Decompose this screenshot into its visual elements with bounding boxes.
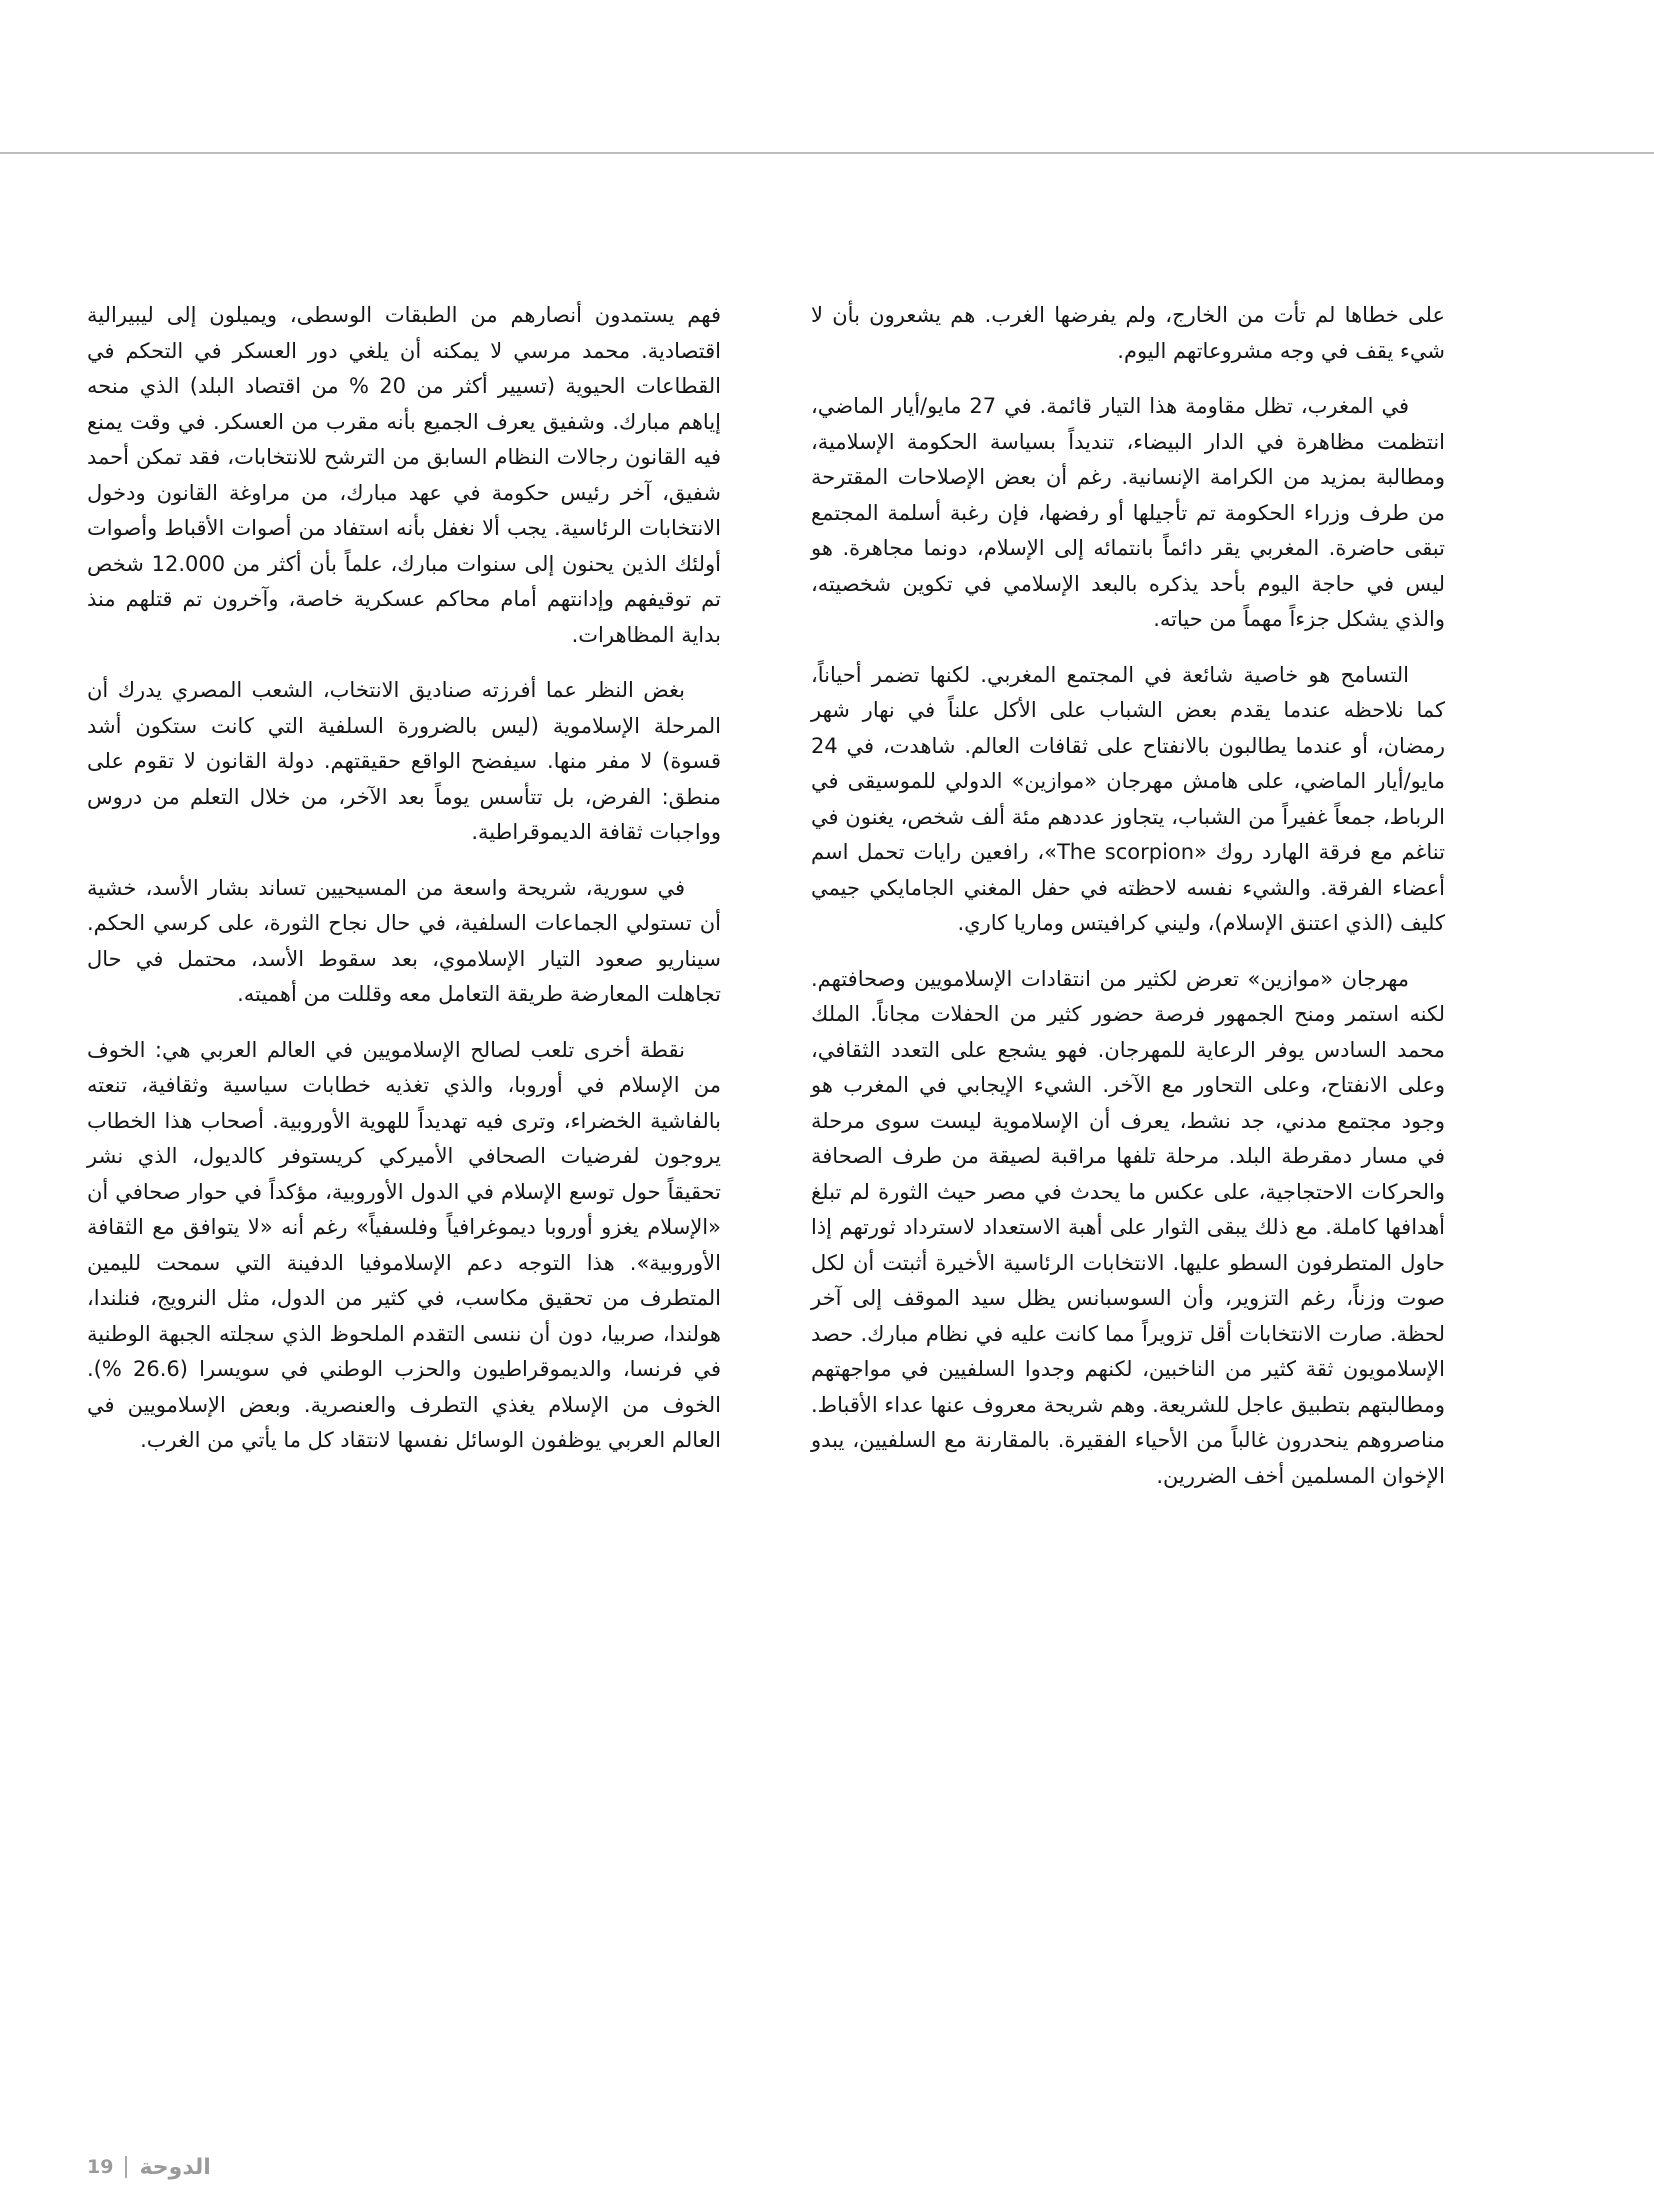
footer-divider xyxy=(125,2156,127,2178)
paragraph: في المغرب، تظل مقاومة هذا التيار قائمة. في 27 مايو/أيار الماضي، انتظمت مظاهرة في الدار البيضاء، تنديداً بسياسة الحكومة الإسلامية، ومطالبة بمزيد من الكرامة الإنسانية. رغم أن بعض الإصلاحات المقترحة من طرف وزراء الحكومة تم تأجيلها أو رفضها، فإن رغبة أسلمة المجتمع تبقى حاضرة. المغربي يقر دائماً بانتمائه إلى الإسلام، دونما مجاهرة. هو ليس في حاجة اليوم بأحد يذكره بالبعد الإسلامي في تكوين شخصيته، والذي يشكل جزءاً مهماً من حياته. xyxy=(811,394,1445,631)
header-rule xyxy=(0,152,1654,154)
paragraph: التسامح هو خاصية شائعة في المجتمع المغربي. لكنها تضمر أحياناً، كما نلاحظه عندما يقدم بعض الشباب على الأكل علناً في نهار شهر رمضان، أو عندما يطالبون بالانفتاح على ثقافات العالم. شاهدت، في 24 مايو/أيار الماضي، على هامش مهرجان «موازين» الدولي للموسيقى في الرباط، جمعاً غفيراً من الشباب، يتجاوز عددهم مئة ألف شخص، يغنون في تناغم مع فرقة الهارد روك «The scorpion»، رافعين رايات تحمل اسم أعضاء الفرقة. والشيء نفسه لاحظته في حفل المغني الجامايكي جيمي كليف (الذي اعتنق الإسلام)، وليني كرافيتس وماريا كاري. xyxy=(811,662,1445,935)
paragraph: مهرجان «موازين» تعرض لكثير من انتقادات الإسلامويين وصحافتهم. لكنه استمر ومنح الجمهور فرصة حضور كثير من الحفلات مجاناً. الملك محمد السادس يوفر الرعاية للمهرجان. فهو يشجع على التعدد الثقافي، وعلى الانفتاح، وعلى التحاور مع الآخر. الشيء الإيجابي في المغرب هو وجود مجتمع مدني، جد نشط، يعرف أن الإسلاموية ليست سوى مرحلة في مسار دمقرطة البلد. مرحلة تلفها مراقبة لصيقة من طرف الصحافة والحركات الاحتجاجية، على عكس ما يحدث في مصر حيث الثورة لم تبلغ أهدافها كاملة. مع ذلك يبقى الثوار على أهبة الاستعداد لاسترداد ثورتهم إذا حاول المتطرفون السطو عليها. الانتخابات الرئاسية الأخيرة أثبتت أن لكل صوت وزناً، رغم التزوير، وأن السوسبانس يظل سيد الموقف إلى آخر لحظة. صارت الانتخابات أقل تزويراً مما كانت عليه في نظام مبارك. حصد الإسلامويون ثقة كثير من الناخبين، لكنهم وجدوا السلفيين في مواجهتهم ومطالبتهم بتطبيق عاجل للشريعة. وهم شريحة معروف عنها عداء الأقباط. مناصروهم ينحدرون غالباً من الأحياء الفقيرة. بالمقارنة مع السلفيين، يبدو الإخوان المسلمين أخف الضررين. xyxy=(811,966,1445,1488)
page-number: 19 xyxy=(87,2156,114,2178)
paragraph: فهم يستمدون أنصارهم من الطبقات الوسطى، ويميلون إلى ليبيرالية اقتصادية. محمد مرسي لا يمكنه أن يلغي دور العسكر في التحكم في القطاعات الحيوية (تسيير أكثر من 20 % من اقتصاد البلد) الذي منحه إياهم مبارك. وشفيق يعرف الجميع بأنه مقرب من العسكر. في وقت يمنع فيه القانون رجالات النظام السابق من الترشح للانتخابات، فقد تمكن أحمد شفيق، آخر رئيس حكومة في عهد مبارك، من مراوغة القانون ودخول الانتخابات الرئاسية. يجب ألا نغفل بأنه استفاد من أصوات الأقباط وأصوات أولئك الذين يحنون إلى سنوات مبارك، علماً بأن أكثر من 12.000 شخص تم توقيفهم وإدانتهم أمام محاكم عسكرية خاصة، وآخرون تم قتلهم منذ بداية المظاهرات. xyxy=(87,303,722,647)
paragraph: نقطة أخرى تلعب لصالح الإسلامويين في العالم العربي هي: الخوف من الإسلام في أوروبا، والذي تغذيه خطابات سياسية وثقافية، تنعته بالفاشية الخضراء، وترى فيه تهديداً للهوية الأوروبية. أصحاب هذا الخطاب يروجون لفرضيات الصحافي الأميركي كريستوفر كالديول، الذي نشر تحقيقاً حول توسع الإسلام في الدول الأوروبية، مؤكداً في حوار صحافي أن «الإسلام يغزو أوروبا ديموغرافياً وفلسفياً» رغم أنه «لا يتوافق مع الثقافة الأوروبية». هذا التوجه دعم الإسلاموفيا الدفينة التي سمحت لليمين المتطرف من تحقيق مكاسب، في كثير من الدول، مثل النرويج، فنلندا، هولندا، صربيا، دون أن ننسى التقدم الملحوظ الذي سجلته الجبهة الوطنية في فرنسا، والديموقراطيون والحزب الوطني في سويسرا (26.6 %). الخوف من الإسلام يغذي التطرف والعنصرية. وبعض الإسلامويين في العالم العربي يوظفون الوسائل نفسها لانتقاد كل ما يأتي من الغرب. xyxy=(87,1037,722,1452)
paragraph: في سورية، شريحة واسعة من المسيحيين تساند بشار الأسد، خشية أن تستولي الجماعات السلفية، في حال نجاح الثورة، على كرسي الحكم. سيناريو صعود التيار الإسلاموي، بعد سقوط الأسد، محتمل في حال تجاهلت المعارضة طريقة التعامل معه وقللت من أهميته. xyxy=(87,875,721,1006)
article-column-right xyxy=(811,298,1445,1514)
magazine-logo: الدوحة xyxy=(139,2154,211,2180)
paragraph: بغض النظر عما أفرزته صناديق الانتخاب، الشعب المصري يدرك أن المرحلة الإسلاموية (ليس بالضرورة السلفية التي كانت ستكون أشد قسوة) لا مفر منها. سيفضح الواقع حقيقتهم. دولة القانون لا تقوم على منطق: الفرض، بل تتأسس يوماً بعد الآخر، من خلال التعلم من دروس وواجبات ثقافة الديموقراطية. xyxy=(87,678,721,844)
paragraph: على خطاها لم تأت من الخارج، ولم يفرضها الغرب. هم يشعرون بأن لا شيء يقف في وجه مشروعاتهم اليوم. xyxy=(811,303,1445,363)
article-column-left xyxy=(87,298,721,1479)
page-footer xyxy=(87,2152,211,2182)
